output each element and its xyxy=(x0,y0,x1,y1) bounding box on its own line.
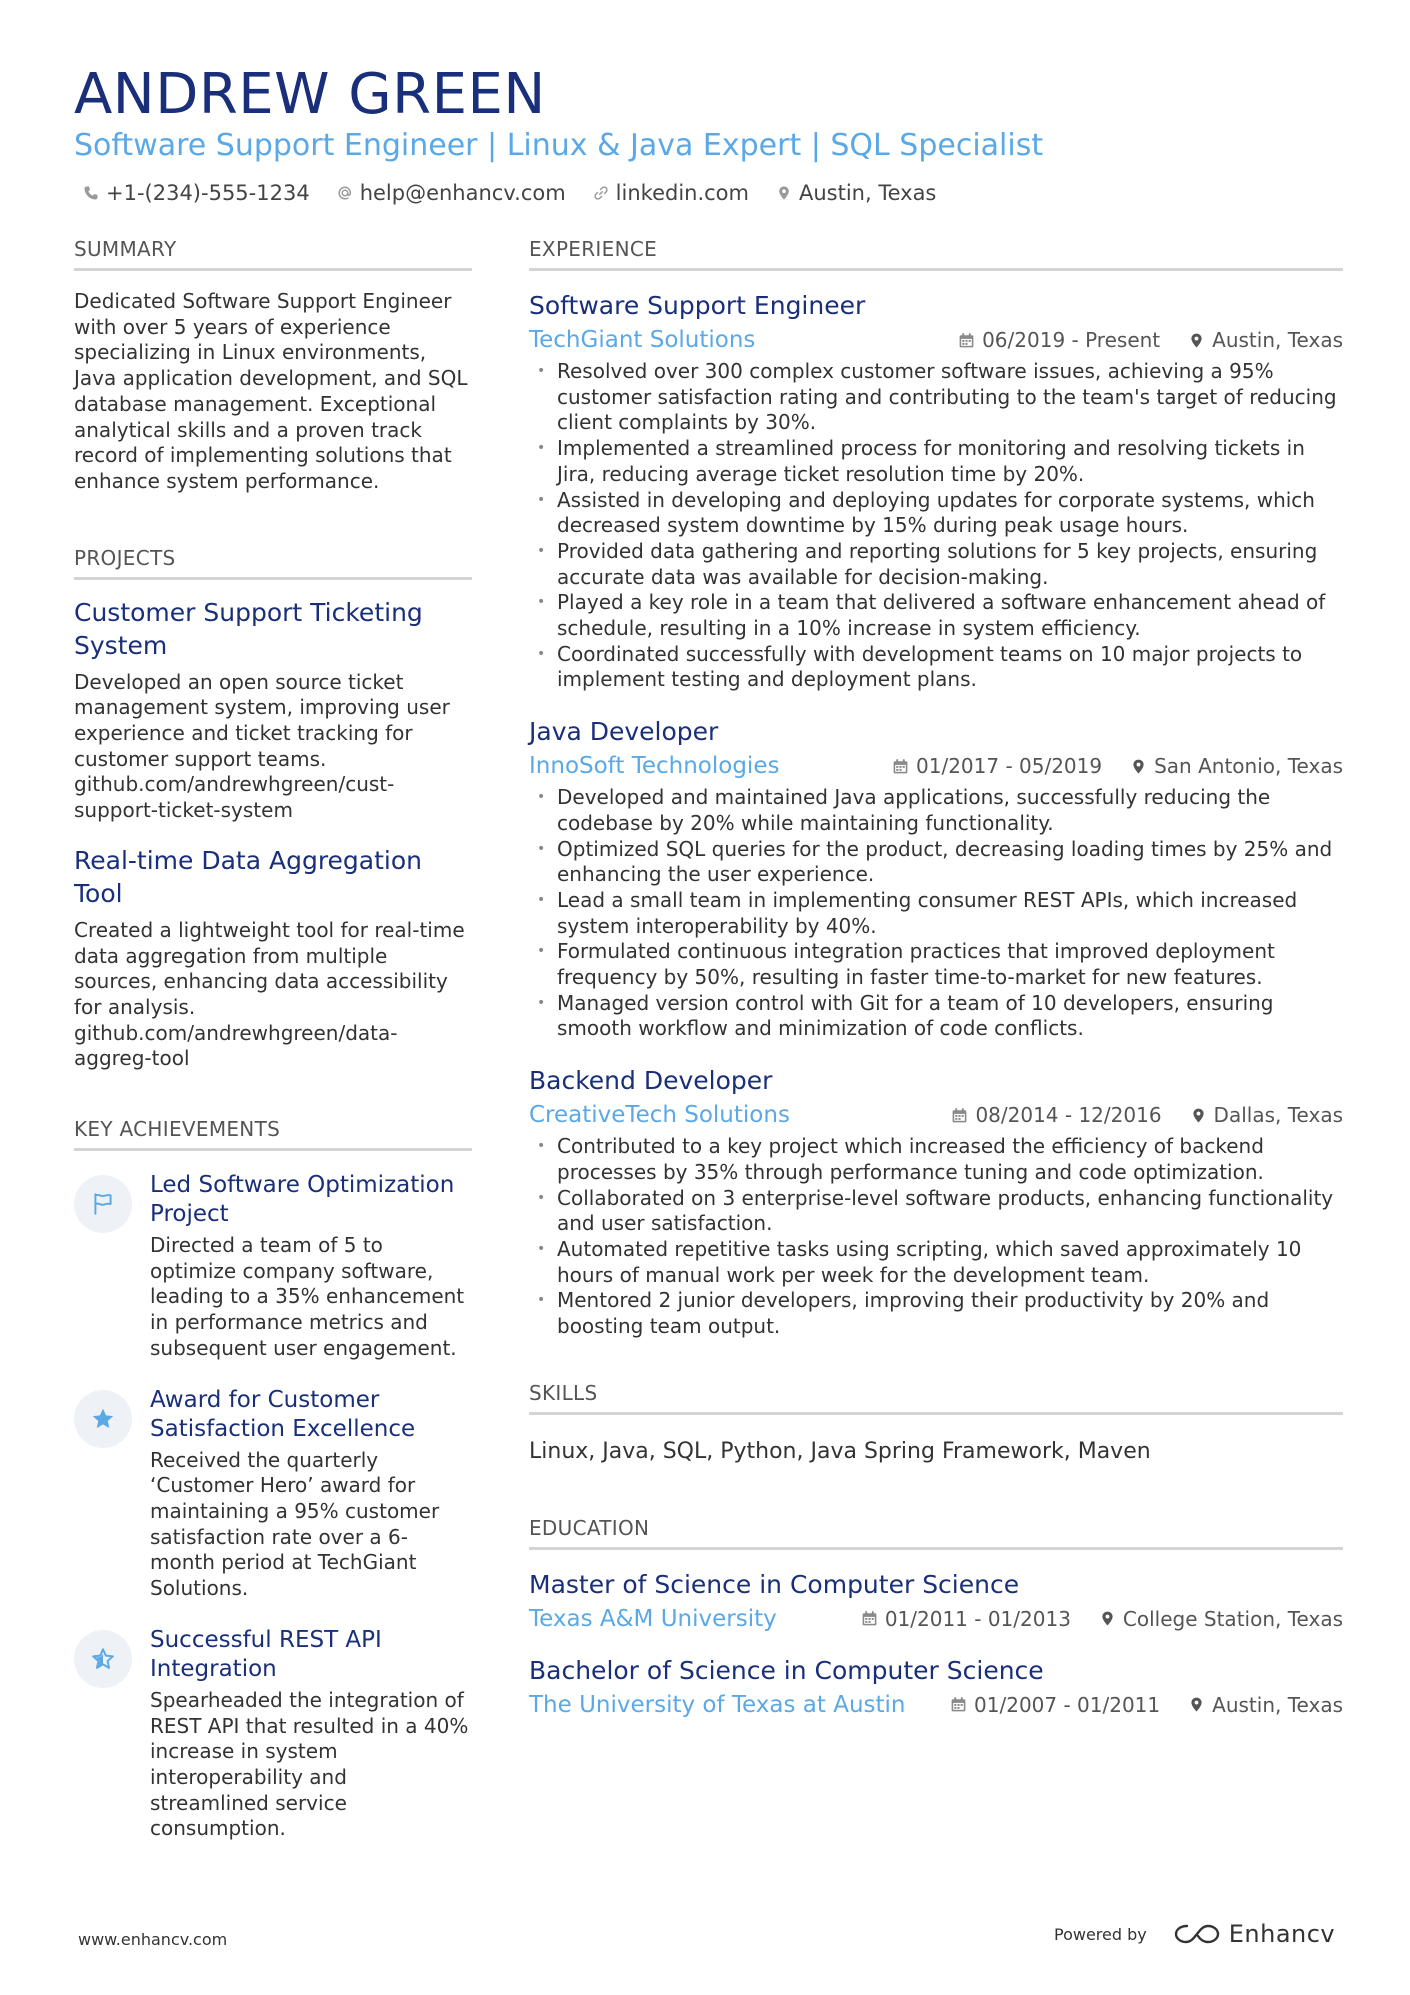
education-dates-text: 01/2011 - 01/2013 xyxy=(884,1606,1071,1631)
star-icon xyxy=(74,1390,132,1448)
project-item xyxy=(74,844,472,1072)
job-title: Backend Developer xyxy=(529,1066,773,1096)
link-icon xyxy=(592,184,610,202)
summary-heading: SUMMARY xyxy=(74,236,472,271)
job-meta-right xyxy=(951,1103,1343,1127)
location-pin-icon xyxy=(1190,1107,1207,1124)
location-pin-icon xyxy=(1130,758,1147,775)
email-text: help@enhancv.com xyxy=(359,181,566,205)
bullet-item: • Mentored 2 junior developers, improving their productivity by 20% and boosting team output. xyxy=(529,1288,1343,1339)
achievement-item xyxy=(74,1171,472,1362)
calendar-icon xyxy=(892,758,909,775)
skills-section xyxy=(529,1380,1343,1467)
education-dates-text: 01/2007 - 01/2011 xyxy=(974,1692,1161,1717)
achievement-description: Directed a team of 5 to optimize company software, leading to a 35% enhancement in performance metrics and subsequent user engagement. xyxy=(150,1233,465,1360)
achievement-item xyxy=(74,1626,472,1842)
contact-email[interactable] xyxy=(336,181,566,205)
job-location xyxy=(1190,1103,1343,1127)
achievement-description: Spearheaded the integration of REST API that resulted in a 40% increase in system interoperability and streamlined service consumption. xyxy=(150,1687,469,1841)
education-meta xyxy=(529,1690,1343,1720)
project-description xyxy=(74,670,472,824)
job-bullets xyxy=(529,359,1343,693)
at-icon xyxy=(336,184,354,202)
education-entry xyxy=(529,1654,1343,1720)
bullet-item: • Coordinated successfully with development teams on 10 major projects to implement testing and deployment plans. xyxy=(529,642,1343,693)
job-dates xyxy=(892,754,1102,778)
skills-heading: SKILLS xyxy=(529,1380,1343,1415)
job-dates xyxy=(951,1103,1161,1127)
left-column xyxy=(74,236,472,1842)
contact-phone[interactable] xyxy=(82,181,310,205)
job-location-text: Austin, Texas xyxy=(1212,328,1343,352)
education-meta-right xyxy=(950,1693,1343,1717)
location-pin-icon xyxy=(775,184,793,202)
company-name: TechGiant Solutions xyxy=(529,327,756,353)
job-location xyxy=(1188,328,1343,352)
bullet-item: • Optimized SQL queries for the product, decreasing loading times by 25% and enhancing the user experience. xyxy=(529,837,1343,888)
job-dates xyxy=(958,328,1160,352)
education-location xyxy=(1099,1607,1343,1631)
contact-bar xyxy=(82,178,962,208)
job-location xyxy=(1130,754,1343,778)
star-outline-icon xyxy=(74,1630,132,1688)
company-name: InnoSoft Technologies xyxy=(529,753,780,780)
bullet-item: • Played a key role in a team that delivered a software enhancement ahead of schedule, resulting in a 10% increase in system efficiency. xyxy=(529,590,1343,641)
right-column xyxy=(529,236,1343,1720)
location-text: Austin, Texas xyxy=(798,181,937,205)
candidate-title: Software Support Engineer | Linux & Java Expert | SQL Specialist xyxy=(74,128,1044,163)
education-location-text: College Station, Texas xyxy=(1122,1606,1343,1631)
job-location-text: San Antonio, Texas xyxy=(1154,754,1343,779)
project-description-text: Developed an open source ticket management system, improving user experience and ticket tracking for customer support teams. xyxy=(74,669,450,771)
job-entry xyxy=(529,1064,1343,1340)
footer-branding xyxy=(1054,1920,1335,1948)
footer-website[interactable]: www.enhancv.com xyxy=(78,1930,228,1949)
bullet-item: • Contributed to a key project which increased the efficiency of backend processes by 35% through performance tuning and code optimization. xyxy=(529,1134,1343,1185)
project-description-text: Created a lightweight tool for real-time data aggregation from multiple sources, enhancing data accessibility for analysis. xyxy=(74,917,465,1019)
bullet-item: • Provided data gathering and reporting solutions for 5 key projects, ensuring accurate data was available for decision-making. xyxy=(529,539,1343,590)
education-meta xyxy=(529,1604,1343,1634)
linkedin-text: linkedin.com xyxy=(615,181,749,205)
school-name: The University of Texas at Austin xyxy=(529,1691,906,1718)
degree-title: Bachelor of Science in Computer Science xyxy=(529,1655,1044,1685)
infinity-logo-icon xyxy=(1173,1920,1221,1948)
summary-section xyxy=(74,236,472,495)
calendar-icon xyxy=(951,1107,968,1124)
company-name: CreativeTech Solutions xyxy=(529,1102,790,1129)
bullet-item: • Automated repetitive tasks using scripting, which saved approximately 10 hours of manual work per week for the development team. xyxy=(529,1237,1343,1288)
achievements-heading: KEY ACHIEVEMENTS xyxy=(74,1116,472,1151)
job-meta xyxy=(529,1100,1343,1130)
education-section xyxy=(529,1515,1343,1720)
job-dates-text: 01/2017 - 05/2019 xyxy=(916,754,1103,779)
job-meta xyxy=(529,325,1343,355)
experience-section xyxy=(529,236,1343,1340)
projects-heading: PROJECTS xyxy=(74,545,472,580)
flag-icon xyxy=(74,1175,132,1233)
job-location-text: Dallas, Texas xyxy=(1213,1103,1343,1128)
education-heading: EDUCATION xyxy=(529,1515,1343,1550)
education-location-text: Austin, Texas xyxy=(1212,1692,1343,1717)
project-item xyxy=(74,596,472,824)
bullet-item: • Implemented a streamlined process for monitoring and resolving tickets in Jira, reducing average ticket resolution time by 20%. xyxy=(529,436,1343,487)
project-link[interactable]: github.com/andrewhgreen/data-aggreg-tool xyxy=(74,1020,398,1071)
bullet-item: • Developed and maintained Java applications, successfully reducing the codebase by 20% while maintaining functionality. xyxy=(529,785,1343,836)
location-pin-icon xyxy=(1188,1696,1205,1713)
education-dates xyxy=(861,1607,1071,1631)
bullet-item: • Assisted in developing and deploying updates for corporate systems, which decreased system downtime by 15% during peak usage hours. xyxy=(529,488,1343,539)
summary-text: Dedicated Software Support Engineer with over 5 years of experience specializing in Linux environments, Java application development, and SQL database management. Exceptional analytical skills and a proven track record of implementing solutions that enhance system performance. xyxy=(74,289,468,493)
job-title: Java Developer xyxy=(529,717,719,747)
calendar-icon xyxy=(950,1696,967,1713)
achievement-title: Successful REST API Integration xyxy=(150,1626,382,1682)
job-dates-text: 06/2019 - Present xyxy=(982,328,1161,352)
achievement-item xyxy=(74,1386,472,1602)
project-title: Real-time Data Aggregation Tool xyxy=(74,845,423,908)
project-title: Customer Support Ticketing System xyxy=(74,597,423,660)
degree-title: Master of Science in Computer Science xyxy=(529,1569,1020,1599)
achievement-title: Led Software Optimization Project xyxy=(150,1172,455,1228)
bullet-item: • Resolved over 300 complex customer software issues, achieving a 95% customer satisfaction rating and contributing to the team's target of reducing client complaints by 30%. xyxy=(529,359,1343,436)
project-description xyxy=(74,918,472,1072)
achievement-description: Received the quarterly ‘Customer Hero’ award for maintaining a 95% customer satisfaction rate over a 6-month period at TechGiant Solutions. xyxy=(150,1447,440,1601)
job-title: Software Support Engineer xyxy=(529,291,866,320)
bullet-item: • Formulated continuous integration practices that improved deployment frequency by 50%, resulting in faster time-to-market for new features. xyxy=(529,939,1343,990)
bullet-item: • Lead a small team in implementing consumer REST APIs, which increased system interoperability by 40%. xyxy=(529,888,1343,939)
job-meta-right xyxy=(958,328,1343,352)
job-dates-text: 08/2014 - 12/2016 xyxy=(975,1103,1162,1128)
job-meta-right xyxy=(892,754,1343,778)
bullet-item: • Collaborated on 3 enterprise-level software products, enhancing functionality and user satisfaction. xyxy=(529,1186,1343,1237)
brand-name: Enhancv xyxy=(1228,1920,1336,1948)
education-entry xyxy=(529,1568,1343,1634)
candidate-name: ANDREW GREEN xyxy=(74,62,546,127)
powered-by-text: Powered by xyxy=(1054,1924,1147,1944)
education-meta-right xyxy=(861,1607,1343,1631)
education-location xyxy=(1188,1693,1343,1717)
skills-text: Linux, Java, SQL, Python, Java Spring Framework, Maven xyxy=(529,1438,1151,1464)
experience-heading: EXPERIENCE xyxy=(529,236,1343,271)
achievements-section xyxy=(74,1116,472,1842)
phone-text: +1-(234)-555-1234 xyxy=(106,181,310,205)
calendar-icon xyxy=(958,332,975,349)
location-pin-icon xyxy=(1188,332,1205,349)
job-bullets xyxy=(529,785,1343,1042)
education-dates xyxy=(950,1693,1160,1717)
job-entry xyxy=(529,715,1343,1042)
calendar-icon xyxy=(861,1610,878,1627)
project-link[interactable]: github.com/andrewhgreen/cust-support-ticket-system xyxy=(74,772,395,823)
job-entry xyxy=(529,289,1343,693)
projects-section xyxy=(74,545,472,1072)
phone-icon xyxy=(82,184,100,202)
contact-linkedin[interactable] xyxy=(592,181,749,205)
school-name: Texas A&M University xyxy=(529,1605,777,1632)
enhancv-logo[interactable] xyxy=(1173,1920,1335,1948)
achievement-title: Award for Customer Satisfaction Excellence xyxy=(150,1386,416,1442)
location-pin-icon xyxy=(1099,1610,1116,1627)
job-meta xyxy=(529,751,1343,781)
contact-location xyxy=(775,181,936,205)
bullet-item: • Managed version control with Git for a team of 10 developers, ensuring smooth workflow and minimization of code conflicts. xyxy=(529,991,1343,1042)
job-bullets xyxy=(529,1134,1343,1340)
